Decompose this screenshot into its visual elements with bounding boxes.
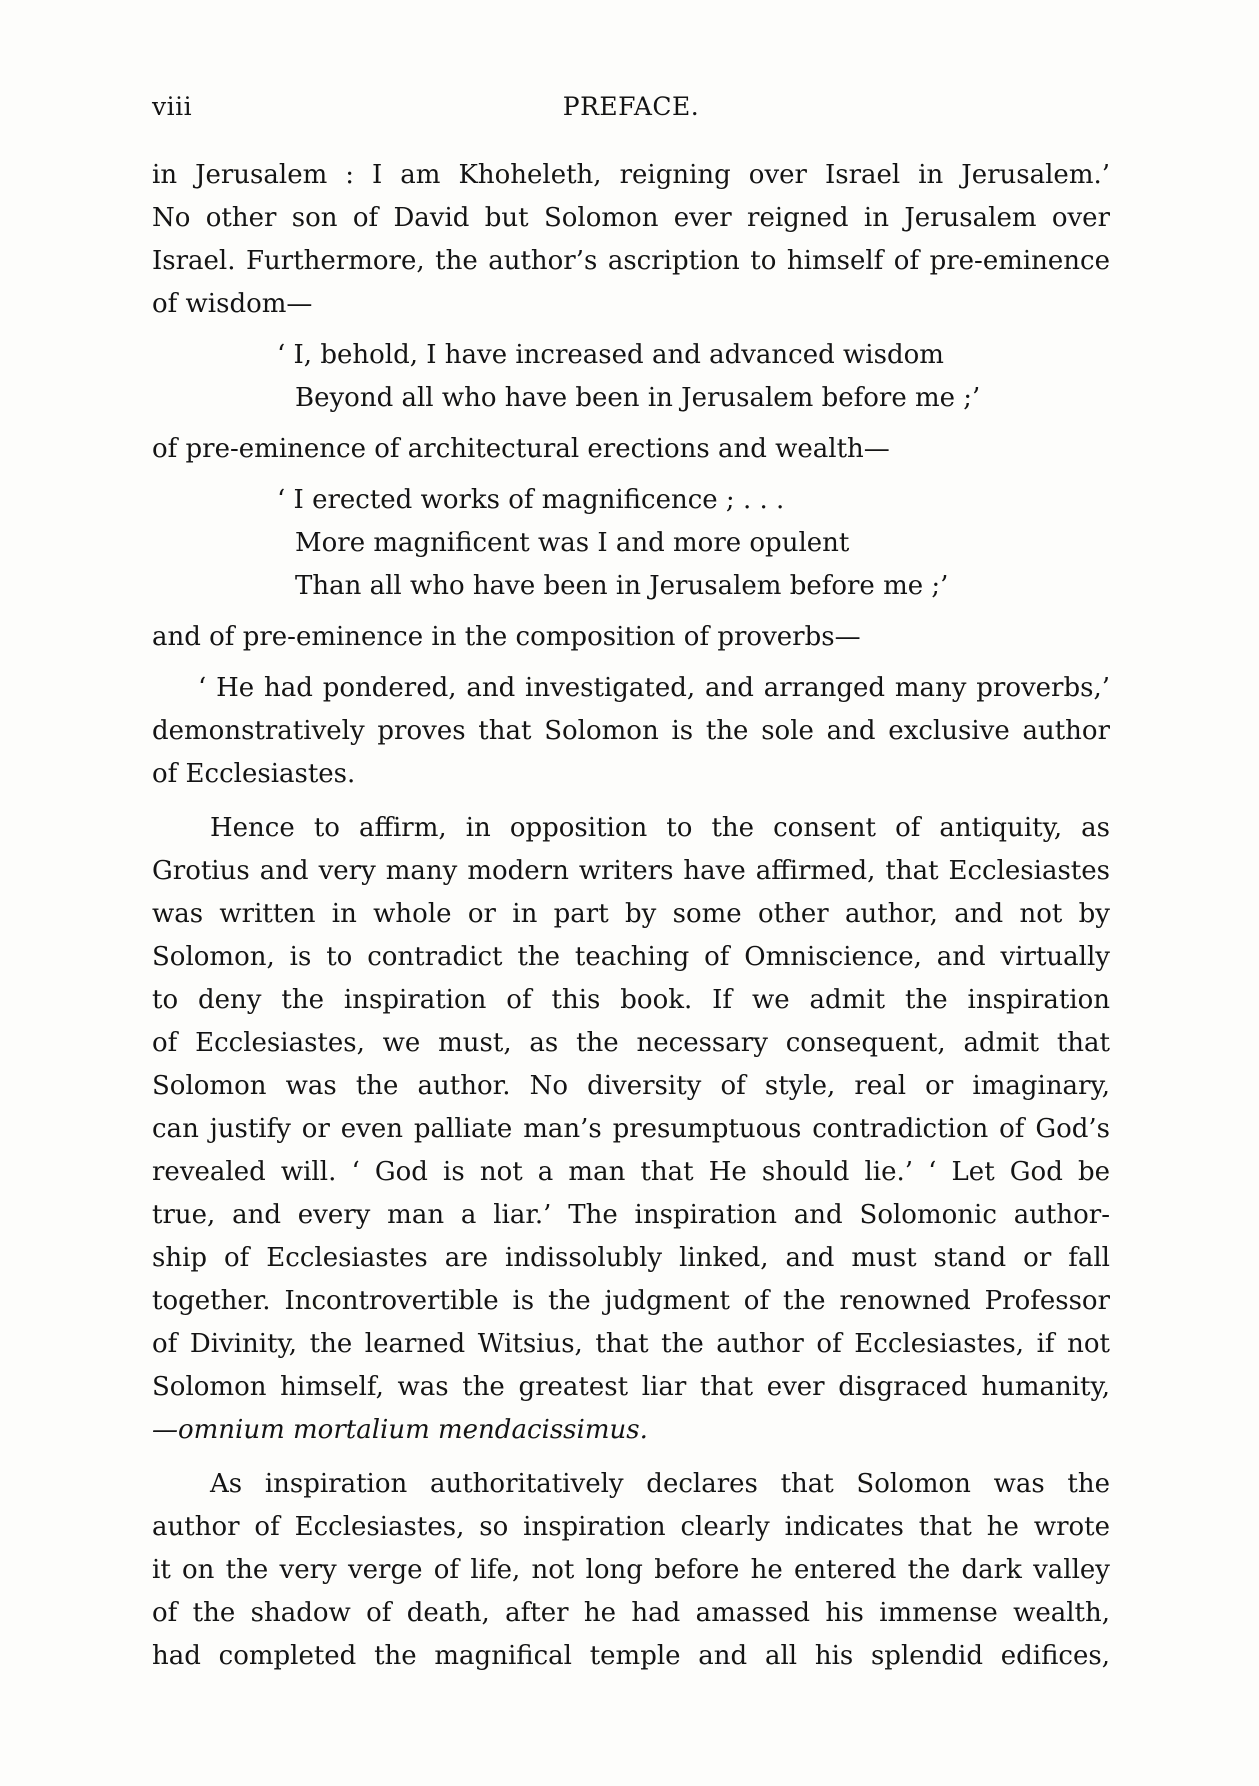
text-line: of pre-eminence of architectural erections and wealth— <box>152 434 890 464</box>
page-number: viii <box>152 92 193 121</box>
paragraph-6 <box>152 1463 1110 1678</box>
text-line: Hence to affirm, in opposition to the consent of antiquity, as <box>210 813 1110 843</box>
verse-quote-wisdom <box>152 334 1110 420</box>
text-line: ‘ He had pondered, and investigated, and arranged many proverbs,’ <box>198 673 1110 703</box>
text-line: revealed will. ‘ God is not a man that He should lie.’ ‘ Let God be <box>152 1157 1110 1187</box>
text-line: had completed the magnifical temple and all his splendid edifices, <box>152 1641 1110 1671</box>
verse-line: Than all who have been in Jerusalem before me ;’ <box>295 571 949 601</box>
text-line: of Divinity, the learned Witsius, that the author of Ecclesiastes, if not <box>152 1329 1110 1359</box>
verse-line: ‘ I erected works of magnificence ; . . . <box>277 485 785 515</box>
text-line: can justify or even palliate man’s presumptuous contradiction of God’s <box>152 1114 1110 1144</box>
text-line: Israel. Furthermore, the author’s ascription to himself of pre-eminence <box>152 246 1110 276</box>
text-line: was written in whole or in part by some other author, and not by <box>152 899 1110 929</box>
text-line: ship of Ecclesiastes are indissolubly linked, and must stand or fall <box>152 1243 1110 1273</box>
text-line: it on the very verge of life, not long before he entered the dark valley <box>152 1555 1110 1585</box>
paragraph-1 <box>152 154 1110 326</box>
text-line: No other son of David but Solomon ever reigned in Jerusalem over <box>152 203 1110 233</box>
page-header <box>152 92 1110 132</box>
text-line-latin-quote: —omnium mortalium mendacissimus. <box>152 1415 648 1445</box>
text-line: As inspiration authoritatively declares that Solomon was the <box>210 1469 1110 1499</box>
text-line: Solomon, is to contradict the teaching of Omniscience, and virtually <box>152 942 1110 972</box>
text-line: demonstratively proves that Solomon is the sole and exclusive author <box>152 716 1110 746</box>
verse-line: ‘ I, behold, I have increased and advanced wisdom <box>277 340 944 370</box>
text-line: of wisdom— <box>152 289 313 319</box>
text-line: of Ecclesiastes, we must, as the necessary consequent, admit that <box>152 1028 1110 1058</box>
body-text <box>152 154 1110 1678</box>
text-line: true, and every man a liar.’ The inspiration and Solomonic author- <box>152 1200 1110 1230</box>
text-line: author of Ecclesiastes, so inspiration clearly indicates that he wrote <box>152 1512 1110 1542</box>
verse-line: More magnificent was I and more opulent <box>295 528 850 558</box>
text-line: together. Incontrovertible is the judgment of the renowned Professor <box>152 1286 1110 1316</box>
text-line: in Jerusalem : I am Khoheleth, reigning over Israel in Jerusalem.’ <box>152 160 1110 190</box>
verse-line: Beyond all who have been in Jerusalem before me ;’ <box>295 383 981 413</box>
text-line: Solomon himself, was the greatest liar that ever disgraced humanity, <box>152 1372 1110 1402</box>
text-line: Grotius and very many modern writers have affirmed, that Ecclesiastes <box>152 856 1110 886</box>
paragraph-3 <box>152 616 1110 659</box>
text-line: of Ecclesiastes. <box>152 759 356 789</box>
text-line: Solomon was the author. No diversity of style, real or imaginary, <box>152 1071 1110 1101</box>
paragraph-2 <box>152 428 1110 471</box>
verse-quote-magnificence <box>152 479 1110 608</box>
text-line: to deny the inspiration of this book. If we admit the inspiration <box>152 985 1110 1015</box>
paragraph-4 <box>152 667 1110 796</box>
text-line: and of pre-eminence in the composition of proverbs— <box>152 622 861 652</box>
text-line: of the shadow of death, after he had amassed his immense wealth, <box>152 1598 1110 1628</box>
running-title: PREFACE. <box>562 92 700 121</box>
paragraph-5 <box>152 807 1110 1452</box>
